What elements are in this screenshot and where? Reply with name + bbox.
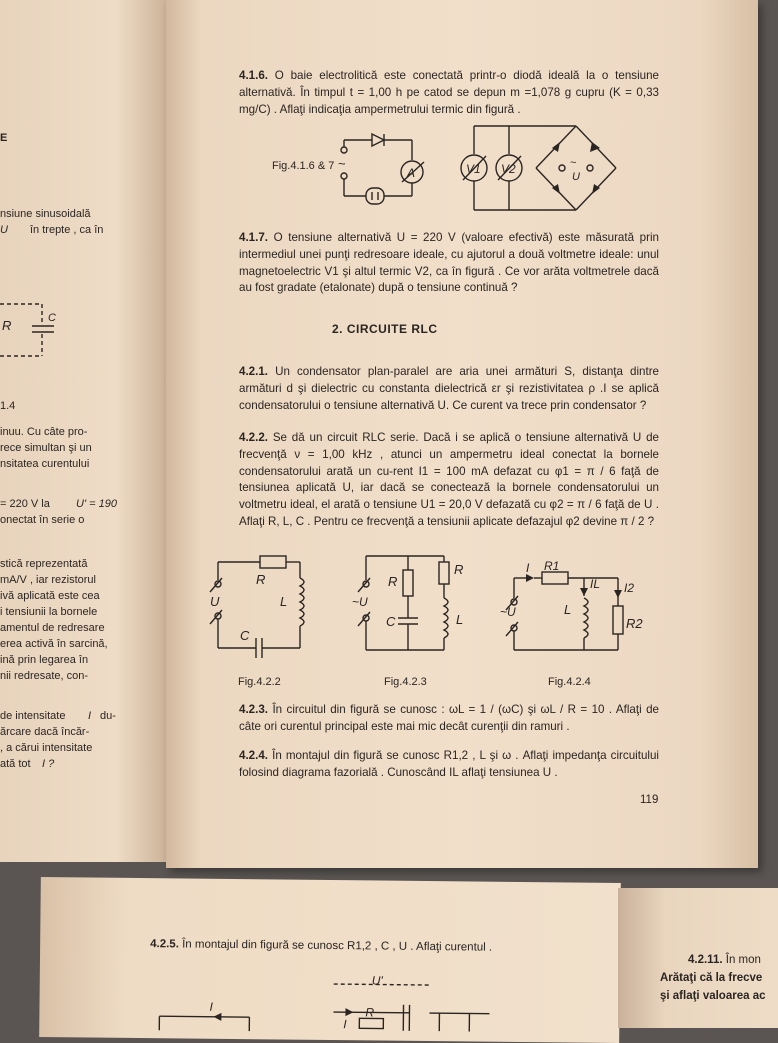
left-fragment: U' = 190	[76, 496, 117, 512]
figure-caption: Fig.4.2.3	[384, 676, 427, 688]
left-fragment: de intensitate	[0, 708, 65, 724]
problem-number: 4.2.11.	[688, 954, 723, 966]
left-fragment: nsiune sinusoidală	[0, 206, 91, 222]
resistor-label: R	[256, 572, 265, 587]
inductor-label: L	[456, 612, 463, 627]
figure-caption: Fig.4.2.2	[238, 676, 281, 688]
current-label: I	[343, 1017, 347, 1031]
lower-right-page	[618, 888, 778, 1028]
left-fragment: inuu. Cu câte pro-	[0, 424, 87, 440]
inductor-current-label: IL	[590, 577, 600, 591]
resistor-label: R	[454, 562, 463, 577]
left-fragment: stică reprezentată	[0, 556, 87, 572]
lower-page	[39, 877, 621, 1043]
left-fragment: ărcare dacă încăr-	[0, 724, 89, 740]
left-fragment: mA/V , iar rezistorul	[0, 572, 96, 588]
problem-4-2-3	[239, 702, 659, 736]
figure-caption: Fig.4.2.4	[548, 676, 591, 688]
source-symbol: ~	[570, 157, 576, 169]
problem-number: 4.1.6.	[239, 69, 268, 82]
resistor	[260, 556, 286, 568]
left-fragment: I ?	[42, 756, 54, 772]
resistor-label: R1	[544, 559, 559, 573]
inductor	[444, 598, 448, 638]
problem-text: O baie electrolitică este conectată printr-o diodă ideală la o tensiune alternativă. În timpul t = 1,00 h pe catod se depun m =1,078 g cupru (K = 0,33 mg/C) . Aflaţi indicaţia ampermetrului termic din figură .	[239, 69, 659, 116]
problem-text: În circuitul din figură se cunosc : ωL = 1 / (ωC) şi ωL / R = 10 . Aflaţi de câte ori curentul principal este mai mic decât curenţii din ramuri .	[239, 703, 659, 733]
left-fragment: , a cărui intensitate	[0, 740, 92, 756]
problem-text-line: Arătaţi că la frecve	[660, 970, 762, 986]
inductor	[300, 578, 304, 626]
problem-4-2-1	[239, 364, 659, 414]
problem-4-2-2	[239, 430, 659, 531]
problem-text: O tensiune alternativă U = 220 V (valoare efectivă) este măsurată prin intermediul unei punţi redresoare ideale, cu ajutorul a două voltmetre ideale: unul magnetoelectric V1 şi altul termic V2, ca în figură . Ce vor arăta voltmetrele dacă au fost gradate (etalonate) după o tensiune continuă ?	[239, 231, 659, 294]
figure-4-2-4	[500, 566, 640, 658]
inductor-label: L	[280, 594, 287, 609]
section-heading: 2. CIRCUITE RLC	[332, 322, 438, 336]
problem-number: 4.2.1.	[239, 365, 268, 378]
ammeter-label: A	[406, 166, 415, 180]
resistor	[439, 562, 449, 584]
problem-number: 4.2.4.	[239, 749, 268, 762]
inductor-label: L	[564, 602, 571, 617]
problem-text: În mon	[726, 954, 761, 966]
resistor-label: R	[365, 1005, 374, 1019]
resistor	[542, 572, 568, 584]
left-fragment: ivă aplicată este cea	[0, 588, 100, 604]
left-page	[0, 0, 166, 862]
figure-4-1-6	[332, 128, 436, 206]
problem-4-2-4	[239, 748, 659, 782]
resistor	[359, 1018, 383, 1028]
figure-4-2-2	[206, 552, 316, 664]
left-fragment: în trepte , ca în	[30, 222, 103, 238]
source-voltage-label: ~U	[352, 595, 368, 609]
figure-caption: Fig.4.1.6 & 7	[272, 160, 334, 172]
problem-4-1-7	[239, 230, 659, 297]
page-number: 119	[640, 794, 658, 806]
problem-4-2-5	[150, 936, 492, 956]
problem-text-line: şi aflaţi valoarea ac	[660, 988, 765, 1004]
problem-4-1-6	[239, 68, 659, 118]
problem-number: 4.2.3.	[239, 703, 268, 716]
source-voltage-label: ~U	[500, 605, 516, 619]
problem-4-2-11	[688, 952, 761, 968]
problem-number: 4.2.5.	[150, 938, 179, 950]
resistor	[613, 606, 623, 634]
left-fragment: erea activă în sarcină,	[0, 636, 108, 652]
problem-text: Un condensator plan-paralel are aria unei armături S, distanţa dintre armături d şi dielectric cu constanta dielectrică εr şi rezistivitatea ρ .I se aplică condensatorului o tensiune alternativă U. Ce curent va trece prin condensator ?	[239, 365, 659, 412]
left-fragment: ată tot	[0, 756, 31, 772]
problem-text: În montajul din figură se cunosc R1,2 , L şi ω . Aflaţi impedanţa circuitului folosind diagrama fazorială . Cunoscând IL aflaţi tensiunea U .	[239, 749, 659, 779]
left-fragment: E	[0, 130, 7, 146]
current-label: I	[209, 1000, 213, 1014]
left-fragment: 1.4	[0, 398, 15, 414]
left-fragment: amentul de redresare	[0, 620, 105, 636]
figure-4-1-7	[464, 118, 644, 216]
resistor	[403, 570, 413, 596]
source-voltage-label: U	[210, 594, 220, 609]
problem-number: 4.2.2.	[239, 431, 268, 444]
bridge-voltage-label: U	[572, 171, 580, 183]
left-fragment: nii redresate, con-	[0, 668, 88, 684]
left-fragment: C	[48, 310, 56, 326]
left-fragment: nsitatea curentului	[0, 456, 89, 472]
left-fragment: ină prin legarea în	[0, 652, 88, 668]
inductor	[584, 598, 588, 638]
left-fragment: i tensiunii la bornele	[0, 604, 97, 620]
branch-current-label: I2	[624, 581, 634, 595]
left-fragment: du-	[100, 708, 116, 724]
voltage-label: U'	[372, 973, 384, 987]
resistor-label: R	[388, 574, 397, 589]
left-fragment: rece simultan şi un	[0, 440, 92, 456]
figure-4-2-5	[149, 970, 510, 1034]
left-fragment: R	[2, 318, 11, 334]
left-fragment: I	[88, 708, 91, 724]
main-page	[166, 0, 758, 868]
capacitor-label: C	[386, 614, 396, 629]
left-fragment: U	[0, 222, 8, 238]
voltmeter-2-label: V2	[501, 162, 516, 176]
capacitor-label: C	[240, 628, 250, 643]
figure-4-2-3	[352, 550, 472, 658]
left-fragment: onectat în serie o	[0, 512, 84, 528]
problem-text: Se dă un circuit RLC serie. Dacă i se aplică o tensiune alternativă U de frecvenţă ν = 1,00 kHz , atunci un ampermetru ideal conectat la bornele condensatorului arată un cu-rent I1 = 100 mA defazat cu φ1 = π / 6 faţă de tensiunea aplicată U, iar dacă se conectează la bornele condensatorului un voltmetru ideal, el arată o tensiune U1 = 20,0 V defazată cu φ2 = π / 6 faţă de U . Aflaţi R, L, C . Pentru ce frecvenţă a tensiunii aplicate defazajul φ2 devine π / 2 ?	[239, 431, 659, 528]
problem-text: În montajul din figură se cunosc R1,2 , C , U . Aflaţi curentul .	[182, 938, 492, 953]
left-fragment: = 220 V la	[0, 496, 50, 512]
current-label: I	[526, 561, 530, 575]
voltmeter-1-label: V1	[466, 162, 481, 176]
resistor-label: R2	[626, 616, 643, 631]
source-symbol: ~	[338, 156, 346, 171]
problem-number: 4.1.7.	[239, 231, 268, 244]
